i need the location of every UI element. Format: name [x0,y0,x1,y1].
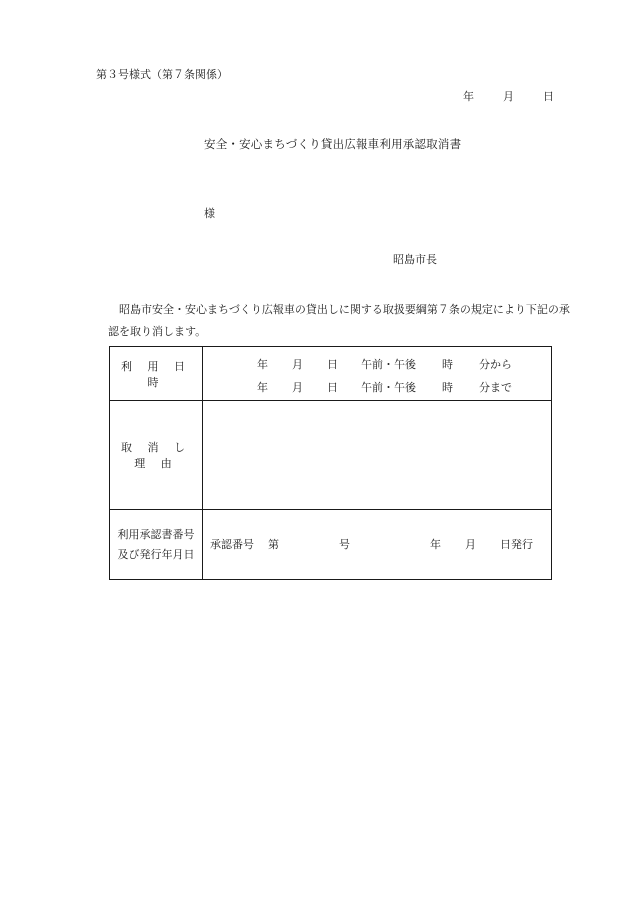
approval-label-line1: 利用承認書番号 [117,527,195,541]
form-number: 第３号様式（第７条関係） [96,68,228,81]
date-month: 月 [503,90,514,103]
date-year: 年 [463,90,474,103]
to-year: 年 [257,381,268,394]
usage-datetime-label: 利 用 日 時 [110,347,203,401]
from-month: 月 [292,358,303,371]
approval-label [110,510,203,580]
reason-cell [203,401,552,510]
approval-label-line2: 及び発行年月日 [117,547,195,561]
from-minute: 分から [479,358,512,371]
from-day: 日 [327,358,338,371]
approval-row [110,510,552,580]
date-day: 日 [543,90,554,103]
document-title: 安全・安心まちづくり貸出広報車利用承認取消書 [204,137,462,151]
addressee: 様 [204,207,215,220]
reason-label: 取 消 し 理 由 [110,401,203,510]
usage-datetime-row [110,347,552,401]
approval-number-label: 承認番号 [210,538,254,551]
from-year: 年 [257,358,268,371]
body-text: 昭島市安全・安心まちづくり広報車の貸出しに関する取扱要綱第７条の規定により下記の承認を取り消します。 [108,303,570,338]
to-hour: 時 [442,381,453,394]
from-ampm: 午前・午後 [361,358,416,371]
approval-day-issued: 日発行 [500,538,533,551]
to-ampm: 午前・午後 [361,381,416,394]
form-table [109,346,552,580]
usage-datetime-cell [203,347,552,401]
to-month: 月 [292,381,303,394]
approval-year: 年 [430,538,441,551]
approval-go: 号 [339,538,350,551]
approval-cell [203,510,552,580]
approval-dai: 第 [268,538,279,551]
to-minute: 分まで [479,381,512,394]
approval-month: 月 [465,538,476,551]
document-date [463,90,554,104]
issuer: 昭島市長 [393,253,437,266]
reason-row [110,401,552,510]
to-day: 日 [327,381,338,394]
from-hour: 時 [442,358,453,371]
